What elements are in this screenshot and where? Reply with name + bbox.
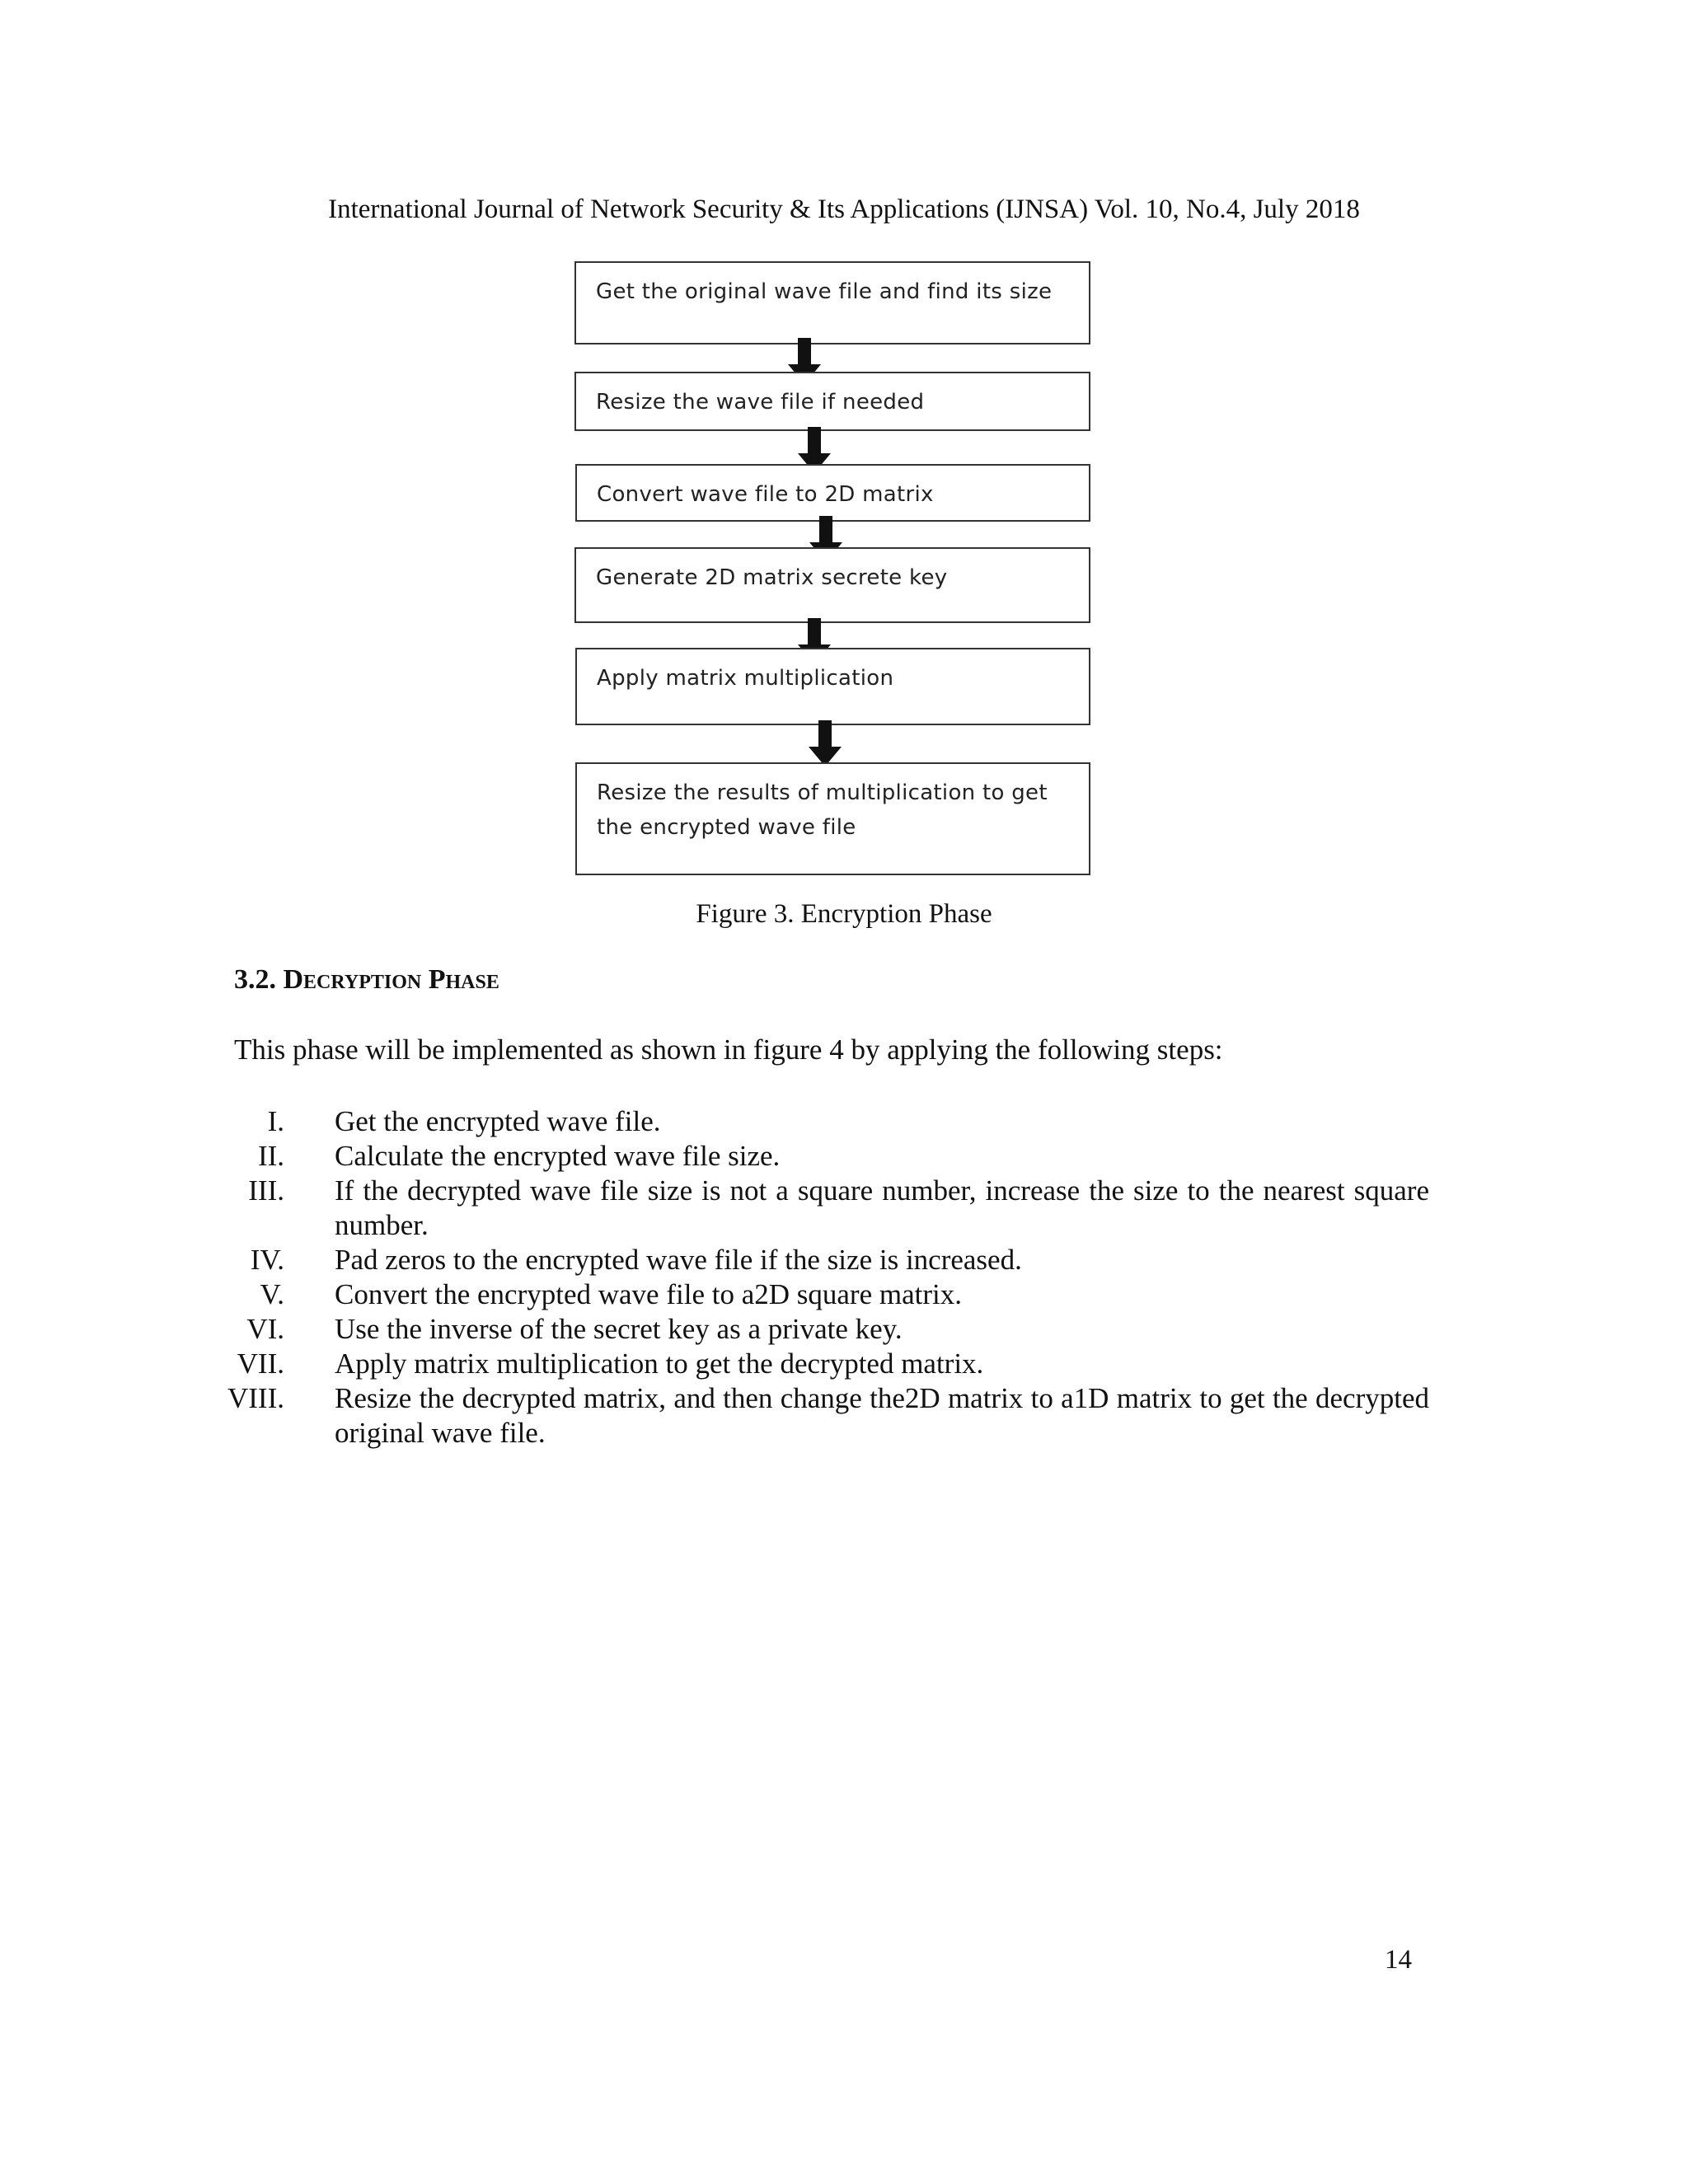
list-item bbox=[198, 1243, 1429, 1277]
list-item-number: IV. bbox=[250, 1244, 284, 1276]
page-number: 14 bbox=[1385, 1945, 1412, 1975]
flow-step-4: Generate 2D matrix secrete key bbox=[574, 547, 1090, 623]
list-item-number: VII. bbox=[237, 1347, 284, 1380]
list-item bbox=[198, 1277, 1429, 1312]
down-arrow-icon bbox=[809, 720, 842, 766]
list-item bbox=[198, 1381, 1429, 1451]
list-item bbox=[198, 1347, 1429, 1381]
section-number: 3.2. bbox=[234, 964, 276, 995]
flow-step-1: Get the original wave file and find its size bbox=[574, 261, 1090, 344]
flow-step-6: Resize the results of multiplication to get the encrypted wave file bbox=[575, 762, 1090, 875]
list-item-number: III. bbox=[248, 1174, 284, 1207]
flow-step-2: Resize the wave file if needed bbox=[574, 372, 1090, 431]
list-item-text: Apply matrix multiplication to get the decrypted matrix. bbox=[335, 1347, 984, 1380]
running-header: International Journal of Network Security & Its Applications (IJNSA) Vol. 10, No.4, July 2018 bbox=[328, 194, 1360, 224]
list-item bbox=[198, 1312, 1429, 1347]
flow-step-5: Apply matrix multiplication bbox=[575, 648, 1090, 725]
list-item-text: Calculate the encrypted wave file size. bbox=[335, 1140, 781, 1172]
list-item-number: VIII. bbox=[227, 1382, 284, 1414]
list-item-text: Pad zeros to the encrypted wave file if the size is increased. bbox=[335, 1244, 1022, 1276]
figure-caption: Figure 3. Encryption Phase bbox=[696, 899, 992, 929]
section-title: Decryption Phase bbox=[283, 964, 499, 995]
list-item bbox=[198, 1104, 1429, 1139]
list-item bbox=[198, 1139, 1429, 1174]
list-item-text: If the decrypted wave file size is not a square number, increase the size to the nearest square number. bbox=[335, 1174, 1429, 1241]
section-heading bbox=[234, 964, 499, 996]
list-item bbox=[198, 1174, 1429, 1243]
list-item-text: Convert the encrypted wave file to a2D square matrix. bbox=[335, 1278, 962, 1310]
list-item-text: Get the encrypted wave file. bbox=[335, 1105, 661, 1137]
list-item-text: Use the inverse of the secret key as a private key. bbox=[335, 1313, 903, 1345]
list-item-text: Resize the decrypted matrix, and then change the2D matrix to a1D matrix to get the decrypted original wave file. bbox=[335, 1382, 1429, 1449]
encryption-flowchart bbox=[0, 0, 1688, 907]
list-item-number: II. bbox=[257, 1140, 284, 1172]
list-item-number: VI. bbox=[246, 1313, 284, 1345]
list-item-number: I. bbox=[267, 1105, 284, 1137]
list-item-number: V. bbox=[260, 1278, 284, 1310]
intro-paragraph: This phase will be implemented as shown in figure 4 by applying the following steps: bbox=[234, 1033, 1223, 1066]
decryption-steps-list bbox=[198, 1104, 1429, 1451]
flow-step-3: Convert wave file to 2D matrix bbox=[575, 464, 1090, 522]
